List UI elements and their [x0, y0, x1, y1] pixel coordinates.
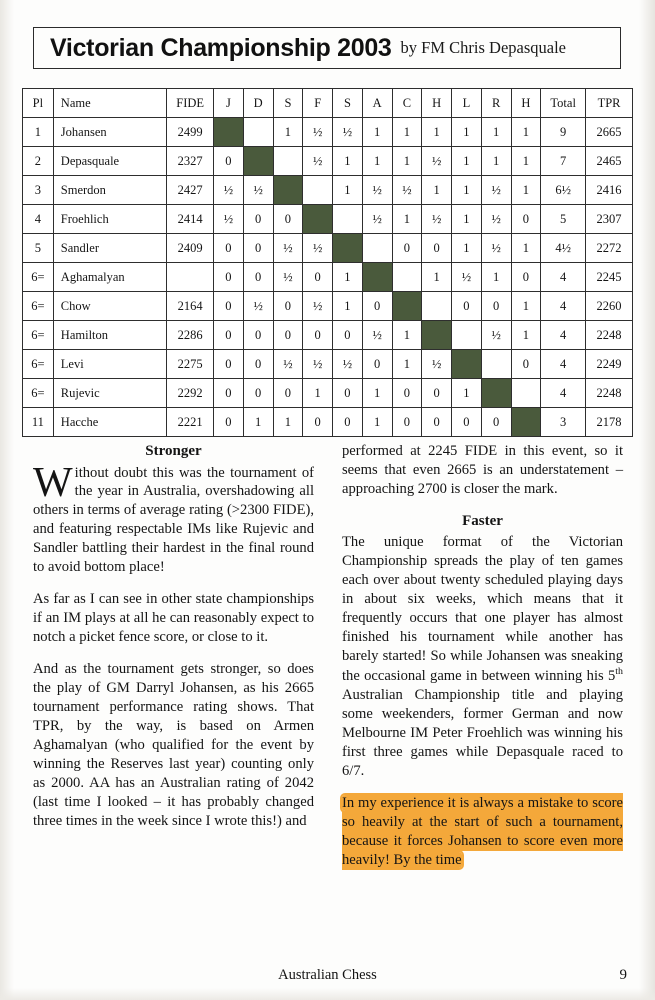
cell-result: 1 [392, 118, 422, 147]
cell-result: ½ [214, 176, 244, 205]
cell-name: Smerdon [53, 176, 166, 205]
cell-diagonal [452, 350, 482, 379]
cell-result: 1 [333, 263, 363, 292]
cell-result: 1 [392, 205, 422, 234]
cell-result: 1 [452, 176, 482, 205]
cell-result [243, 118, 273, 147]
cell-diagonal [214, 118, 244, 147]
cell-result: 0 [303, 321, 333, 350]
table-row [23, 147, 633, 176]
col-header-opp-5: S [333, 89, 363, 118]
cell-result: 1 [511, 176, 541, 205]
article-column-left [33, 442, 314, 844]
cell-result: 1 [452, 118, 482, 147]
table-row [23, 292, 633, 321]
cell-result: 1 [392, 147, 422, 176]
cell-result: 1 [273, 408, 303, 437]
article-title: Victorian Championship 2003 [50, 33, 392, 62]
cell-result: 1 [392, 321, 422, 350]
cell-result: ½ [481, 205, 511, 234]
cell-result: ½ [303, 350, 333, 379]
paragraph-right-3-highlighted [342, 794, 623, 870]
article-body [33, 442, 623, 962]
cell-result: ½ [303, 147, 333, 176]
col-header-opp-10: R [481, 89, 511, 118]
cell-place: 5 [23, 234, 54, 263]
cell-result: ½ [303, 292, 333, 321]
cell-result: 0 [392, 234, 422, 263]
cell-result: 0 [333, 408, 363, 437]
cell-result: 0 [243, 350, 273, 379]
cell-total: 3 [541, 408, 586, 437]
col-header-opp-2: D [243, 89, 273, 118]
cell-result: 0 [481, 292, 511, 321]
cell-result: 0 [243, 205, 273, 234]
cell-name: Aghamalyan [53, 263, 166, 292]
cell-result: 1 [481, 263, 511, 292]
cell-result: 0 [243, 321, 273, 350]
cell-result: 0 [392, 408, 422, 437]
cell-tpr: 2665 [586, 118, 633, 147]
cell-result: ½ [452, 263, 482, 292]
cell-result: 0 [273, 321, 303, 350]
section-heading-stronger: Stronger [145, 443, 202, 459]
cell-result [422, 292, 452, 321]
cell-result: ½ [422, 147, 452, 176]
cell-total: 4 [541, 263, 586, 292]
cell-result: ½ [422, 350, 452, 379]
cell-result: 1 [362, 147, 392, 176]
cell-result: 0 [422, 408, 452, 437]
cell-result: 1 [273, 118, 303, 147]
col-header-opp-4: F [303, 89, 333, 118]
table-row [23, 263, 633, 292]
cell-tpr: 2178 [586, 408, 633, 437]
cell-result: ½ [362, 321, 392, 350]
cell-result: 1 [511, 147, 541, 176]
cell-result: 1 [511, 118, 541, 147]
cell-result [452, 321, 482, 350]
cell-tpr: 2272 [586, 234, 633, 263]
cell-result: ½ [362, 176, 392, 205]
cell-fide: 2414 [167, 205, 214, 234]
article-byline: by FM Chris Depasquale [400, 38, 566, 57]
page-edge-shadow-right [639, 0, 655, 1000]
cell-name: Froehlich [53, 205, 166, 234]
cell-result: 1 [362, 379, 392, 408]
cell-total: 6½ [541, 176, 586, 205]
cell-result: ½ [422, 205, 452, 234]
article-column-right [342, 442, 623, 883]
cell-result: ½ [303, 118, 333, 147]
page-edge-shadow-bottom [0, 988, 655, 1000]
paragraph-right-2-part-b: Australian Championship title and playing some weekenders, former German and now Melbourne IM Peter Froehlich was winning his first three games while Depasquale raced to 6/7. [342, 687, 623, 779]
cell-result: 0 [422, 234, 452, 263]
cell-tpr: 2307 [586, 205, 633, 234]
col-header-opp-1: J [214, 89, 244, 118]
cell-result: 0 [214, 379, 244, 408]
cell-result: ½ [243, 176, 273, 205]
cell-result: 0 [214, 350, 244, 379]
cell-result: 1 [452, 234, 482, 263]
paragraph-left-3: And as the tournament gets stronger, so does the play of GM Darryl Johansen, as his 2665 tournament performance rating shows. That TPR, by the way, is based on Armen Aghamalyan (who qualified for the event by winning the Reserves last year) counting only as 2000. AA has an Australian rating of 2042 (last time I looked – it has probably changed three times in the week since I wrote this!) and [33, 661, 314, 829]
cell-place: 6= [23, 379, 54, 408]
cell-tpr: 2416 [586, 176, 633, 205]
cell-result: 1 [511, 234, 541, 263]
cell-result: 0 [511, 350, 541, 379]
footer-page-number: 9 [619, 967, 627, 983]
paragraph-right-1: performed at 2245 FIDE in this event, so it seems that even 2665 is an understatement – approaching 2700 is closer the mark. [342, 443, 623, 497]
cell-total: 4 [541, 321, 586, 350]
cell-result: 1 [452, 147, 482, 176]
cell-result: 0 [303, 263, 333, 292]
cell-fide: 2275 [167, 350, 214, 379]
cell-result: ½ [214, 205, 244, 234]
cell-result [362, 234, 392, 263]
cell-tpr: 2248 [586, 379, 633, 408]
cell-tpr: 2249 [586, 350, 633, 379]
cell-total: 4½ [541, 234, 586, 263]
cell-result: 0 [333, 379, 363, 408]
cell-result: ½ [362, 205, 392, 234]
cell-result: 0 [452, 292, 482, 321]
col-header-tpr: TPR [586, 89, 633, 118]
cell-result [303, 176, 333, 205]
cell-name: Johansen [53, 118, 166, 147]
cell-result: 1 [422, 118, 452, 147]
cell-result: 1 [481, 147, 511, 176]
cell-result: 1 [452, 379, 482, 408]
cell-place: 6= [23, 321, 54, 350]
cell-name: Sandler [53, 234, 166, 263]
col-header-opp-7: C [392, 89, 422, 118]
cell-total: 4 [541, 350, 586, 379]
cell-result: ½ [273, 350, 303, 379]
cell-result: 0 [214, 292, 244, 321]
table-row [23, 379, 633, 408]
cell-fide: 2499 [167, 118, 214, 147]
ordinal-superscript: th [615, 666, 623, 678]
cell-diagonal [243, 147, 273, 176]
cell-result [333, 205, 363, 234]
cell-total: 9 [541, 118, 586, 147]
cell-total: 5 [541, 205, 586, 234]
cell-result: ½ [481, 176, 511, 205]
col-header-pl: Pl [23, 89, 54, 118]
cell-result: 0 [214, 408, 244, 437]
cell-place: 6= [23, 350, 54, 379]
cell-place: 11 [23, 408, 54, 437]
cell-result: 1 [243, 408, 273, 437]
col-header-opp-9: L [452, 89, 482, 118]
table-row [23, 408, 633, 437]
col-header-opp-6: A [362, 89, 392, 118]
cell-diagonal [362, 263, 392, 292]
cell-fide: 2292 [167, 379, 214, 408]
cell-result [392, 263, 422, 292]
cell-result: 0 [392, 379, 422, 408]
cell-result: ½ [273, 234, 303, 263]
cell-diagonal [392, 292, 422, 321]
section-heading-faster: Faster [462, 512, 503, 529]
paragraph-right-2-part-a: The unique format of the Victorian Championship spreads the play of ten games each over about twenty scheduled playing days in about six weeks, which means that it frequently occurs that one player has almost finished his tournament while another has barely started! So while Johansen was sneaking the occasional game in between winning his 5 [342, 534, 623, 685]
cell-diagonal [303, 205, 333, 234]
cell-result [511, 379, 541, 408]
footer-publication: Australian Chess [278, 967, 377, 983]
table-row [23, 205, 633, 234]
col-header-name: Name [53, 89, 166, 118]
cell-diagonal [333, 234, 363, 263]
cell-result: 1 [333, 176, 363, 205]
cell-result [481, 350, 511, 379]
table-row [23, 321, 633, 350]
cell-result: 1 [362, 118, 392, 147]
cell-result: 0 [362, 350, 392, 379]
table-row [23, 176, 633, 205]
cell-result: 1 [333, 292, 363, 321]
cell-result: 0 [303, 408, 333, 437]
cell-result: 1 [362, 408, 392, 437]
paragraph-left-1: Without doubt this was the tournament of the year in Australia, overshadowing all others in terms of average rating (>2300 FIDE), and featuring respectable IMs like Rujevic and Sandler battling their hardest in the final round to avoid bottom place! [33, 459, 314, 576]
cell-fide: 2427 [167, 176, 214, 205]
col-header-opp-3: S [273, 89, 303, 118]
cell-result: 1 [511, 321, 541, 350]
cell-fide [167, 263, 214, 292]
col-header-opp-8: H [422, 89, 452, 118]
cell-result: 1 [303, 379, 333, 408]
crosstable-header-row [23, 89, 633, 118]
cell-result: 0 [243, 234, 273, 263]
cell-result: 0 [422, 379, 452, 408]
cell-result: 0 [243, 379, 273, 408]
cell-result: 1 [392, 350, 422, 379]
cell-total: 4 [541, 292, 586, 321]
cell-tpr: 2248 [586, 321, 633, 350]
cell-result: 1 [333, 147, 363, 176]
cell-total: 4 [541, 379, 586, 408]
crosstable [22, 88, 633, 437]
cell-diagonal [481, 379, 511, 408]
cell-fide: 2221 [167, 408, 214, 437]
cell-result [273, 147, 303, 176]
paragraph-right-2 [342, 533, 623, 780]
cell-fide: 2286 [167, 321, 214, 350]
cell-result: 1 [481, 118, 511, 147]
cell-diagonal [422, 321, 452, 350]
cell-name: Chow [53, 292, 166, 321]
cell-result: 0 [214, 321, 244, 350]
cell-name: Levi [53, 350, 166, 379]
col-header-total: Total [541, 89, 586, 118]
highlighted-text: In my experience it is always a mistake to score so heavily at the start of such a tournament, because it forces Johansen to score even more heavily! By the time [342, 794, 623, 868]
cell-result: 0 [481, 408, 511, 437]
cell-result: 0 [273, 205, 303, 234]
cell-result: ½ [333, 118, 363, 147]
cell-result: 0 [243, 263, 273, 292]
cell-result: 0 [214, 263, 244, 292]
paragraph-left-2: As far as I can see in other state championships if an IM plays at all he can reasonably expect to notch a picket fence score, or close to it. [33, 591, 314, 646]
cell-tpr: 2465 [586, 147, 633, 176]
cell-place: 1 [23, 118, 54, 147]
cell-result: ½ [481, 234, 511, 263]
cell-result: ½ [273, 263, 303, 292]
cell-fide: 2164 [167, 292, 214, 321]
cell-result: ½ [392, 176, 422, 205]
cell-tpr: 2260 [586, 292, 633, 321]
cell-result: 1 [422, 263, 452, 292]
cell-place: 6= [23, 263, 54, 292]
cell-place: 4 [23, 205, 54, 234]
cell-result: 0 [333, 321, 363, 350]
cell-result: 0 [273, 292, 303, 321]
cell-result: 0 [214, 234, 244, 263]
col-header-opp-11: H [511, 89, 541, 118]
cell-diagonal [511, 408, 541, 437]
table-row [23, 234, 633, 263]
cell-result: 1 [452, 205, 482, 234]
table-row [23, 118, 633, 147]
cell-result: 0 [511, 263, 541, 292]
cell-fide: 2409 [167, 234, 214, 263]
cell-place: 6= [23, 292, 54, 321]
cell-result: 0 [214, 147, 244, 176]
cell-result: 1 [422, 176, 452, 205]
cell-place: 2 [23, 147, 54, 176]
cell-fide: 2327 [167, 147, 214, 176]
cell-result: ½ [303, 234, 333, 263]
cell-tpr: 2245 [586, 263, 633, 292]
cell-result: ½ [333, 350, 363, 379]
cell-result: 0 [362, 292, 392, 321]
cell-name: Rujevic [53, 379, 166, 408]
article-title-box [33, 27, 621, 69]
cell-result: 1 [511, 292, 541, 321]
cell-name: Depasquale [53, 147, 166, 176]
cell-result: ½ [481, 321, 511, 350]
page-edge-shadow-left [0, 0, 14, 1000]
cell-diagonal [273, 176, 303, 205]
cell-total: 7 [541, 147, 586, 176]
cell-result: 0 [511, 205, 541, 234]
col-header-fide: FIDE [167, 89, 214, 118]
cell-name: Hamilton [53, 321, 166, 350]
table-row [23, 350, 633, 379]
cell-place: 3 [23, 176, 54, 205]
cell-name: Hacche [53, 408, 166, 437]
cell-result: 0 [273, 379, 303, 408]
cell-result: 0 [452, 408, 482, 437]
cell-result: ½ [243, 292, 273, 321]
